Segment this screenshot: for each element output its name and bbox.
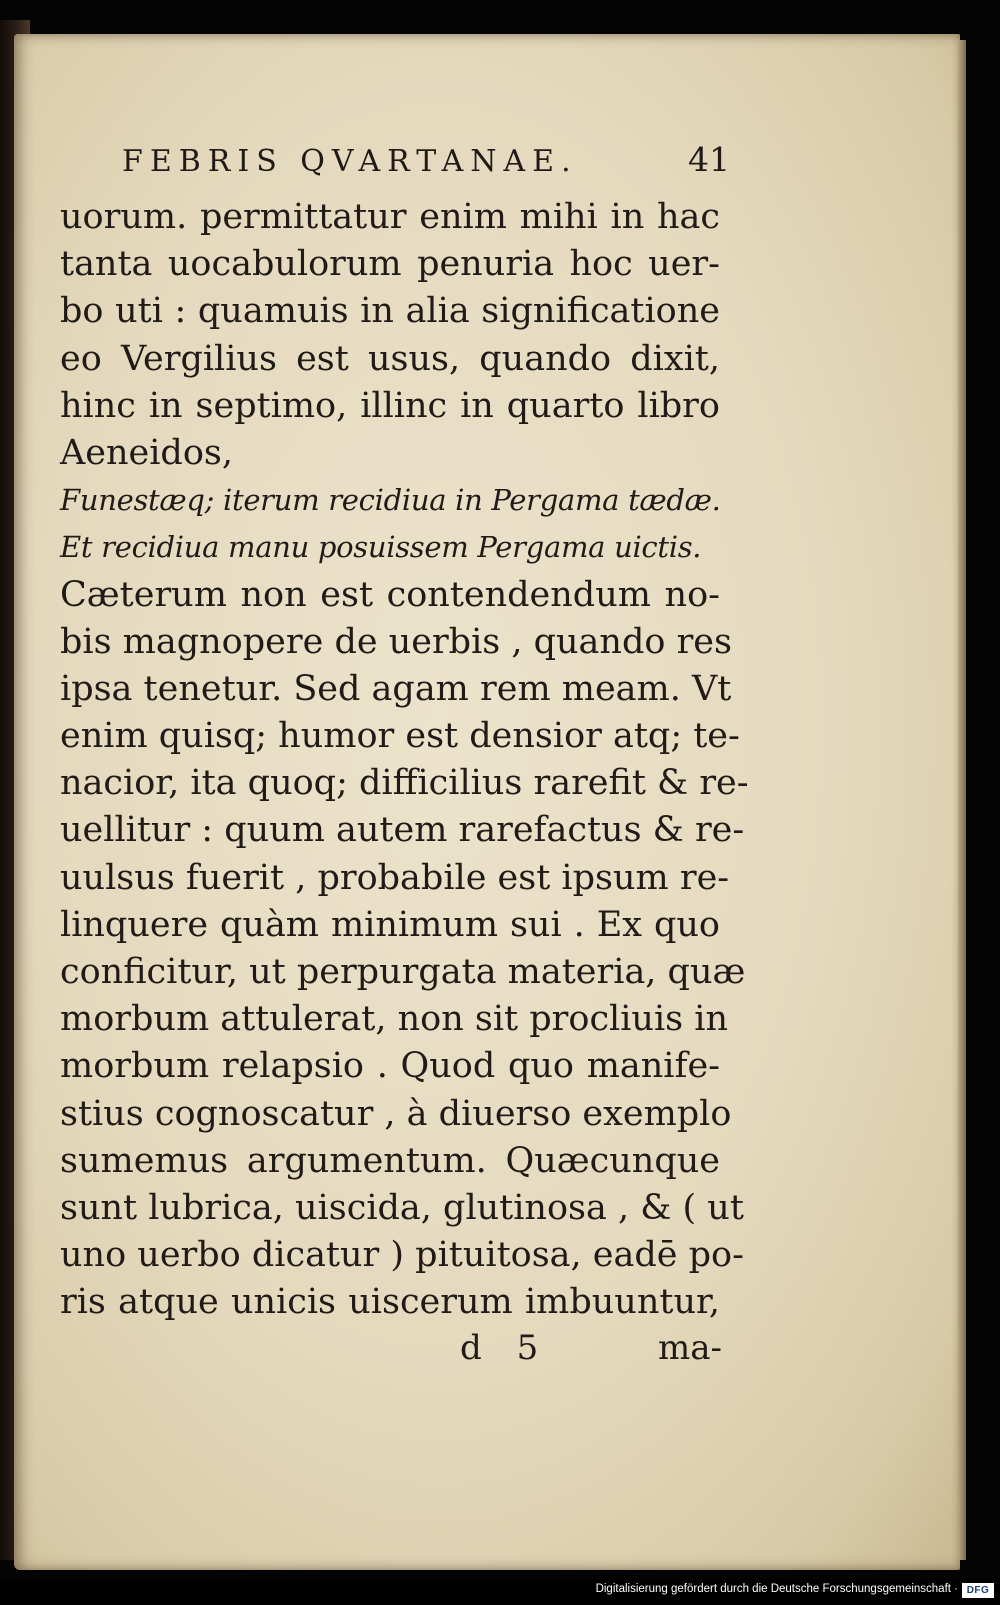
text-line: morbum relapsio . Quod quo manife- <box>60 1046 720 1087</box>
running-head-title: FEBRIS QVARTANAE. <box>122 144 578 179</box>
dfg-logo-icon: DFG <box>962 1583 994 1598</box>
text-line: tanta uocabulorum penuria hoc uer- <box>60 244 720 285</box>
signature-mark: d 5 <box>460 1328 551 1368</box>
text-line: bo uti : quamuis in alia significatione <box>60 291 720 332</box>
verse-line: Funestæq; iterum recidiua in Pergama tædæ. <box>60 483 721 518</box>
text-line: conficitur, ut perpurgata materia, quæ <box>60 952 746 992</box>
text-line: ipsa tenetur. Sed agam rem meam. Vt <box>60 668 732 709</box>
running-head <box>122 140 730 190</box>
text-line: sunt lubrica, uiscida, glutinosa , & ( ut <box>60 1187 744 1228</box>
text-line: stius cognoscatur , à diuerso exemplo <box>60 1093 732 1134</box>
page-edge <box>958 40 966 1560</box>
verse-line: Et recidiua manu posuissem Pergama uictis. <box>60 530 702 565</box>
catchword-line <box>460 1328 722 1374</box>
text-line: linquere quàm minimum sui . Ex quo <box>60 904 720 945</box>
page-number: 41 <box>688 140 730 179</box>
text-line: nacior, ita quoq; difficilius rarefit & re- <box>60 763 749 804</box>
text-block <box>60 194 749 1327</box>
text-line: Cæterum non est contendendum no- <box>60 574 720 615</box>
text-line: Aeneidos, <box>60 432 234 473</box>
footer-bar <box>0 1579 1000 1605</box>
text-line: morbum attulerat, non sit procliuis in <box>60 999 728 1040</box>
catchword: ma- <box>658 1328 722 1368</box>
text-line: bis magnopere de uerbis , quando res <box>60 621 732 662</box>
text-line: eo Vergilius est usus, quando dixit, <box>60 338 720 379</box>
text-line: uno uerbo dicatur ) pituitosa, eadē po- <box>60 1235 744 1276</box>
text-line: hinc in septimo, illinc in quarto libro <box>60 385 720 426</box>
text-line: uellitur : quum autem rarefactus & re- <box>60 810 745 851</box>
text-line: sumemus argumentum. Quæcunque <box>60 1140 720 1181</box>
text-line: uorum. permittatur enim mihi in hac <box>60 197 720 237</box>
text-line: uulsus fuerit , probabile est ipsum re- <box>60 857 730 898</box>
text-line: enim quisq; humor est densior atq; te- <box>60 716 740 757</box>
funding-credit: Digitalisierung gefördert durch die Deutsche Forschungsgemeinschaft · <box>595 1583 958 1595</box>
text-line: ris atque unicis uiscerum imbuuntur, <box>60 1282 720 1323</box>
